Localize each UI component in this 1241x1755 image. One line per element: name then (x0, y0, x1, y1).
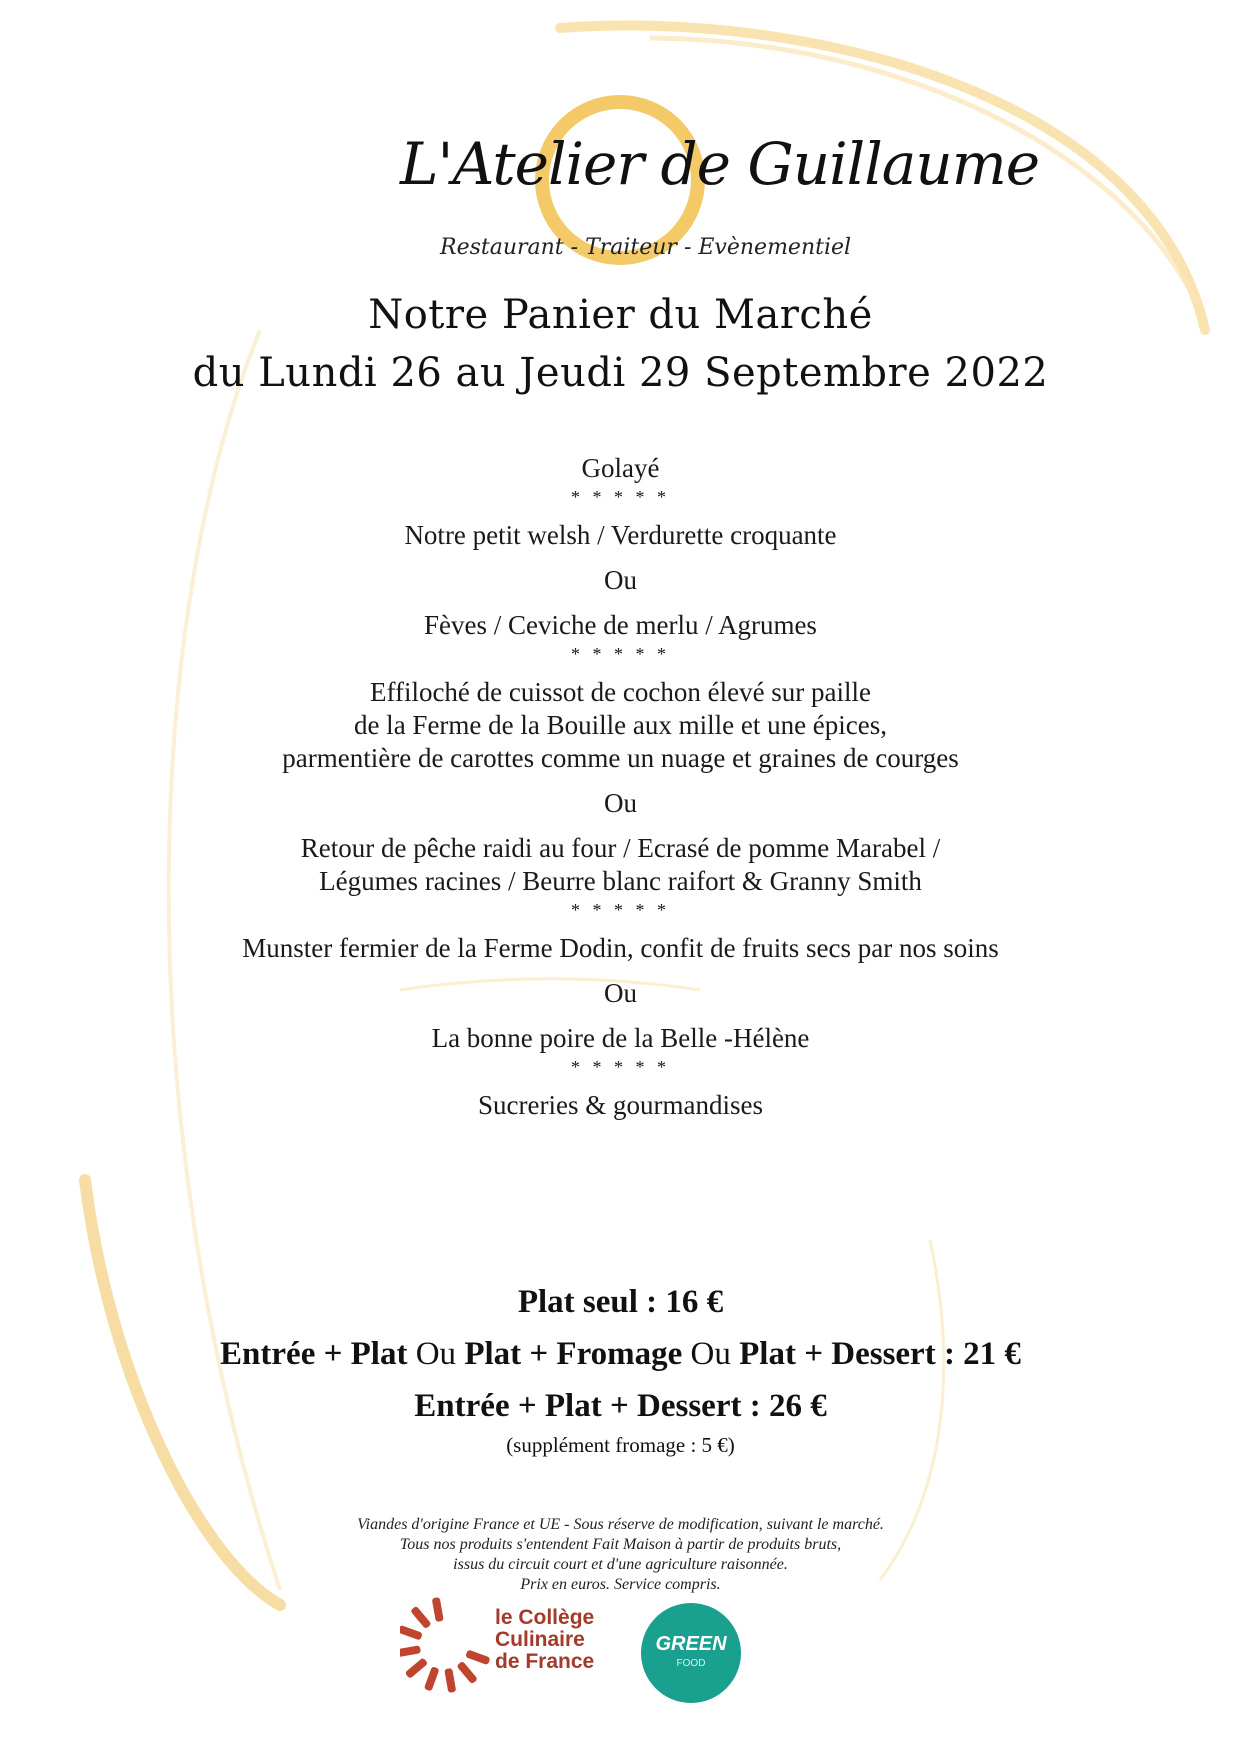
green-food-subtitle: FOOD (676, 1658, 706, 1669)
price-list (0, 1276, 1241, 1458)
mignardises: Sucreries & gourmandises (478, 1090, 763, 1120)
price-formule-21 (0, 1328, 1241, 1380)
plat-option-1-line: de la Ferme de la Bouille aux mille et une épices, (353, 710, 888, 740)
restaurant-logo (380, 80, 1040, 280)
plat-option-1-line: Effiloché de cuissot de cochon élevé sur paille (369, 677, 872, 707)
entree-option-1: Notre petit welsh / Verdurette croquante (404, 520, 837, 550)
plat-option-2-line: Retour de pêche raidi au four / Ecrasé de pomme Marabel / (300, 833, 941, 863)
footer-line: Prix en euros. Service compris. (520, 1576, 721, 1593)
dessert-option: La bonne poire de la Belle -Hélène (431, 1023, 810, 1053)
menu-body (0, 452, 1241, 1122)
price-formule-26: Entrée + Plat + Dessert : 26 € (414, 1388, 827, 1424)
entree-option-2: Fèves / Ceviche de merlu / Agrumes (424, 610, 817, 640)
green-food-title: GREEN (655, 1633, 727, 1655)
price-formule-part: Plat + Dessert : 21 € (730, 1336, 1021, 1372)
college-sunburst-icon (400, 1595, 490, 1695)
logo-brand-name: L'Atelier de Guillaume (400, 130, 1040, 198)
separator: * * * * * (571, 487, 670, 507)
price-supplement: (supplément fromage : 5 €) (506, 1433, 735, 1457)
footer-line: Viandes d'origine France et UE - Sous réserve de modification, suivant le marché. (357, 1516, 884, 1533)
college-line: de France (495, 1650, 595, 1673)
footer-notes (0, 1515, 1241, 1595)
separator: * * * * * (571, 644, 670, 664)
menu-dates: du Lundi 26 au Jeudi 29 Septembre 2022 (192, 350, 1049, 396)
footer-line: Tous nos produits s'entendent Fait Maison à partir de produits bruts, (399, 1536, 842, 1553)
plat-option-1-line: parmentière de carottes comme un nuage et graines de courges (282, 743, 959, 773)
amuse-bouche: Golayé (581, 453, 660, 483)
or-label: Ou (415, 1336, 457, 1372)
footer-line: issus du circuit court et d'une agriculture raisonnée. (453, 1556, 788, 1573)
menu-title: Notre Panier du Marché (368, 292, 873, 338)
green-food-logo (636, 1598, 746, 1708)
college-line: le Collège (495, 1606, 595, 1629)
price-plat-seul: Plat seul : 16 € (517, 1284, 724, 1320)
or-label: Ou (604, 978, 637, 1008)
fromage-option: Munster fermier de la Ferme Dodin, confit de fruits secs par nos soins (242, 933, 999, 963)
college-culinaire-logo (400, 1595, 600, 1695)
college-line: Culinaire (495, 1628, 585, 1651)
or-label: Ou (690, 1336, 731, 1372)
price-formule-part: Entrée + Plat (220, 1336, 416, 1372)
college-text (495, 1607, 594, 1673)
logo-tagline: Restaurant - Traiteur - Evènementiel (440, 235, 852, 260)
or-label: Ou (604, 788, 637, 818)
plat-option-2-line: Légumes racines / Beurre blanc raifort & Granny Smith (319, 866, 922, 896)
separator: * * * * * (571, 1057, 670, 1077)
price-formule-part: Plat + Fromage (456, 1336, 691, 1372)
separator: * * * * * (571, 900, 670, 920)
or-label: Ou (604, 565, 637, 595)
